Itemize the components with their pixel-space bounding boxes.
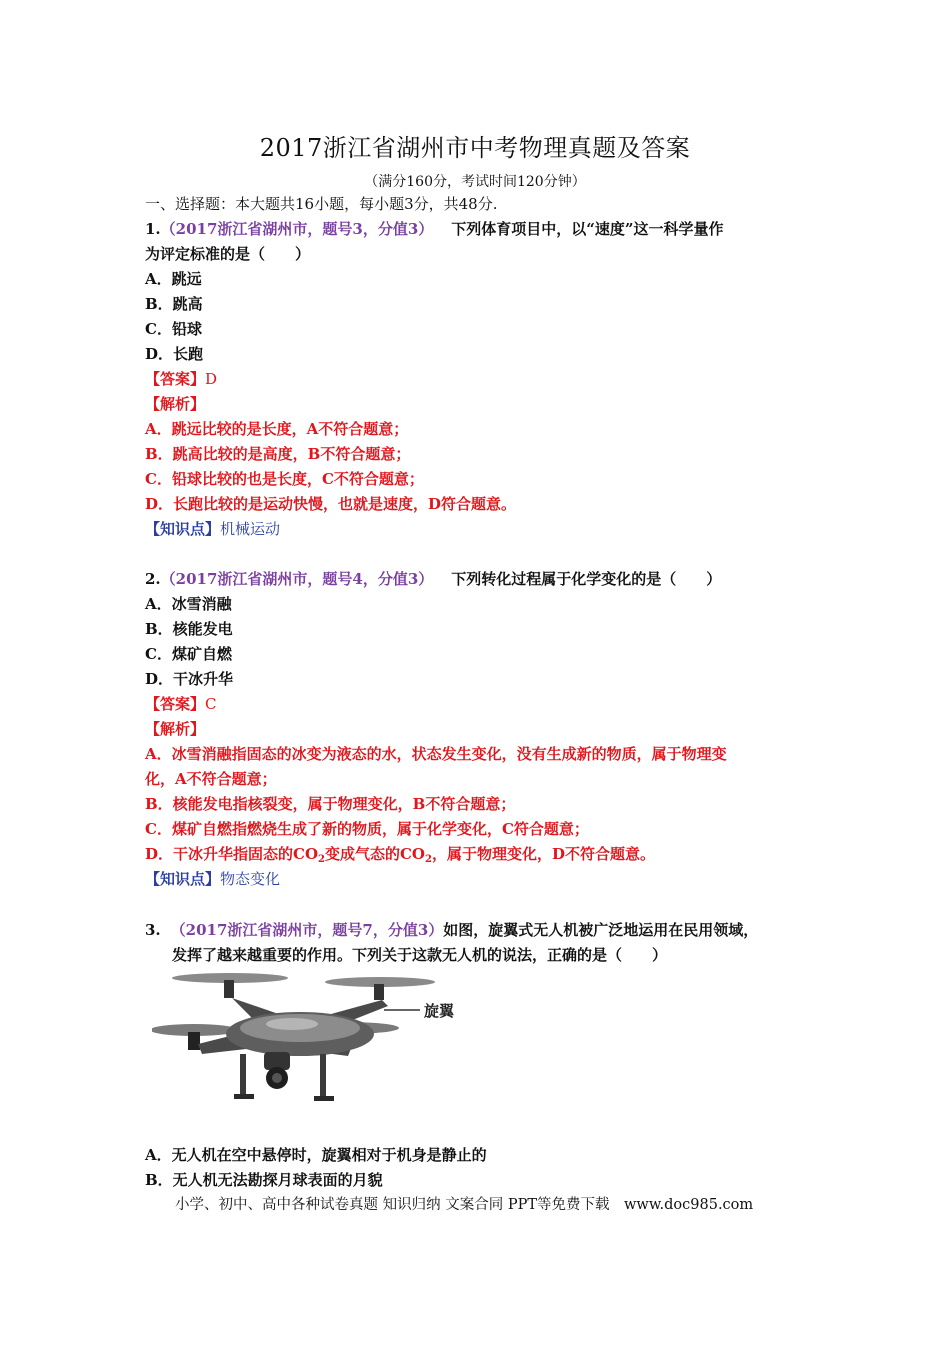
q2-analysis-d [145, 844, 655, 870]
q2-option-a: A．冰雪消融 [145, 595, 232, 613]
page-title: 2017浙江省湖州市中考物理真题及答案 [259, 134, 691, 162]
q2-answer-value: C [205, 695, 217, 713]
q1-option-d: D．长跑 [145, 345, 204, 363]
q1-stem-line2: 为评定标准的是（ ） [145, 245, 311, 263]
q1-analysis-c: C．铅球比较的也是长度，C不符合题意； [145, 470, 424, 488]
q1-analysis-d: D．长跑比较的是运动快慢，也就是速度，D符合题意。 [145, 495, 517, 513]
co2-subscript: 2 [425, 854, 432, 865]
section-heading: 一、选择题：本大题共16小题，每小题3分，共48分. [145, 195, 498, 213]
q2-kp-value: 物态变化 [220, 870, 281, 888]
co2-subscript: 2 [318, 854, 325, 865]
q2-stem: 下列转化过程属于化学变化的是（ ） [451, 570, 722, 588]
q1-stem: 下列体育项目中，以“速度”这一科学量作 [451, 220, 724, 238]
q2-option-d: D．干冰升华 [145, 670, 234, 688]
q2-analysis-c: C．煤矿自燃指燃烧生成了新的物质，属于化学变化，C符合题意； [145, 820, 589, 838]
q2-analysis-d-part2: 变成气态的CO [324, 845, 425, 863]
q1-source: （2017浙江省湖州市，题号3，分值3） [160, 220, 434, 238]
q1-stem-line1 [145, 219, 724, 239]
q2-analysis-a1: A．冰雪消融指固态的冰变为液态的水，状态发生变化，没有生成新的物质，属于物理变 [145, 745, 727, 763]
q2-analysis-d-part1: D．干冰升华指固态的CO [145, 845, 319, 863]
q1-answer-tag: 【答案】 [145, 370, 206, 388]
drone-figure [152, 970, 478, 1118]
q2-analysis-tag: 【解析】 [145, 720, 206, 738]
q3-source: （2017浙江省湖州市，题号7，分值3） [170, 921, 444, 939]
q2-stem-line1 [145, 569, 721, 589]
q2-analysis-b: B．核能发电指核裂变，属于物理变化，B不符合题意； [145, 795, 516, 813]
q2-number: 2. [145, 570, 161, 588]
q2-answer-tag: 【答案】 [145, 695, 206, 713]
page-footer: 小学、初中、高中各种试卷真题 知识归纳 文案合同 PPT等免费下载 www.doc985.com [175, 1197, 754, 1213]
q3-option-b: B．无人机无法勘探月球表面的月貌 [145, 1171, 383, 1189]
q1-analysis-tag: 【解析】 [145, 395, 206, 413]
q2-option-c: C．煤矿自燃 [145, 645, 232, 663]
q1-answer-value: D [205, 370, 218, 388]
q2-source: （2017浙江省湖州市，题号4，分值3） [160, 570, 434, 588]
q3-stem-line2: 发挥了越来越重要的作用。下列关于这款无人机的说法，正确的是（ ） [172, 946, 668, 964]
q1-analysis-b: B．跳高比较的是高度，B不符合题意； [145, 445, 411, 463]
q2-answer [145, 694, 217, 714]
q2-analysis-a2: 化，A不符合题意； [145, 770, 277, 788]
q1-knowledge-point [145, 519, 280, 539]
q2-option-b: B．核能发电 [145, 620, 233, 638]
q3-option-a: A．无人机在空中悬停时，旋翼相对于机身是静止的 [145, 1146, 487, 1164]
q2-analysis-d-part3: ，属于物理变化，D不符合题意。 [431, 845, 655, 863]
page-subtitle: （满分160分，考试时间120分钟） [364, 174, 586, 190]
q2-knowledge-point [145, 869, 280, 889]
q1-option-a: A．跳远 [145, 270, 202, 288]
q3-stem-line1 [145, 920, 758, 940]
q1-answer [145, 369, 217, 389]
q1-option-b: B．跳高 [145, 295, 203, 313]
q1-analysis-a: A．跳远比较的是长度，A不符合题意； [145, 420, 409, 438]
q3-number: 3. [145, 921, 161, 939]
figure-label-rotor: 旋翼 [424, 1002, 455, 1020]
q1-number: 1. [145, 220, 161, 238]
q1-option-c: C．铅球 [145, 320, 202, 338]
q1-kp-value: 机械运动 [220, 520, 281, 538]
q3-stem: 如图，旋翼式无人机被广泛地运用在民用领域， [443, 921, 759, 939]
q2-kp-tag: 【知识点】 [145, 870, 221, 888]
q1-kp-tag: 【知识点】 [145, 520, 221, 538]
